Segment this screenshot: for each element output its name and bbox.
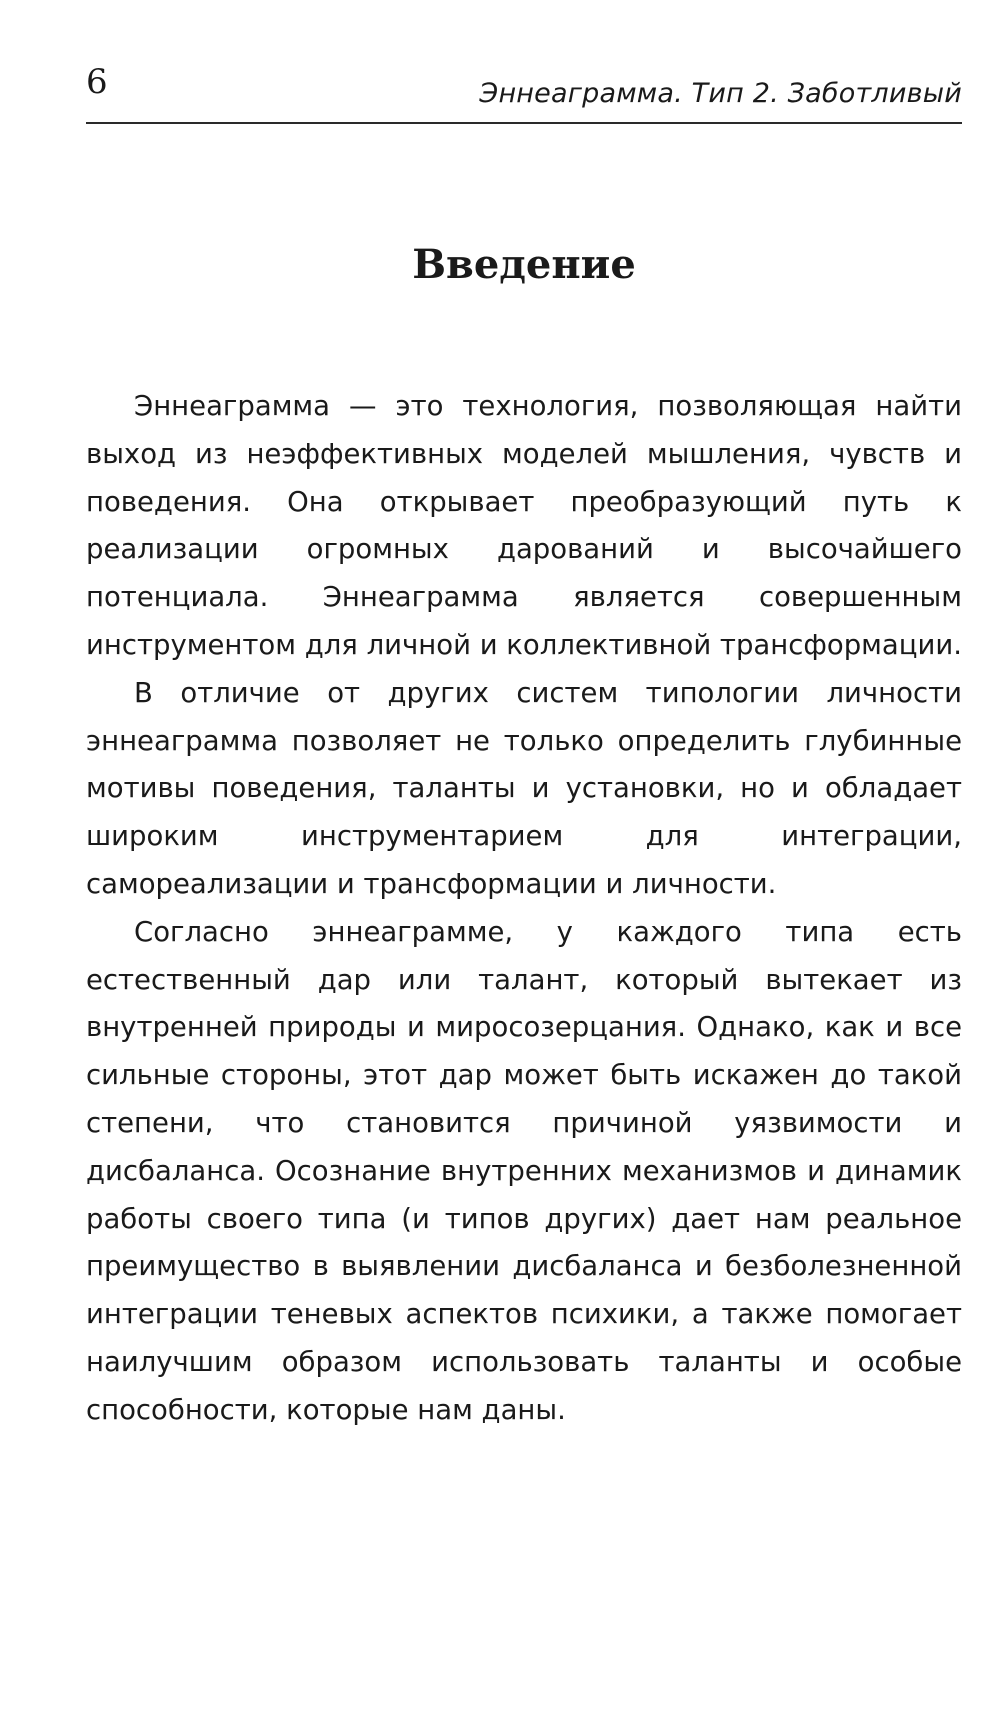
- paragraph: Эннеаграмма — это технология, позволяющая найти выход из неэффективных моделей мышления, чувств и поведения. Она открывает преобразующий путь к реализации огромных дарований и высочайшего потенциала. Эннеаграмма является совершенным инструментом для личной и коллективной трансформации.: [86, 390, 962, 661]
- running-title: Эннеаграмма. Тип 2. Заботливый: [479, 78, 962, 109]
- paragraph: В отличие от других систем типологии личности эннеаграмма позволяет не только определить глубинные мотивы поведения, таланты и установки, но и обладает широким инструментарием для интеграции, самореализации и трансформации и личности.: [86, 676, 962, 900]
- paragraph: Согласно эннеаграмме, у каждого типа есть естественный дар или талант, который вытекает из внутренней природы и миросозерцания. Однако, как и все сильные стороны, этот дар может быть искажен до такой степени, что становится причиной уязвимости и дисбаланса. Осознание внутренних механизмов и динамик работы своего типа (и типов других) дает нам реальное преимущество в выявлении дисбаланса и безболезненной интеграции теневых аспектов психики, а также помогает наилучшим образом использовать таланты и особые способности, которые нам даны.: [86, 915, 962, 1426]
- body-text: [86, 383, 962, 1435]
- chapter-heading: Введение: [412, 241, 636, 288]
- running-header: [86, 58, 962, 124]
- page-number: 6: [86, 62, 108, 102]
